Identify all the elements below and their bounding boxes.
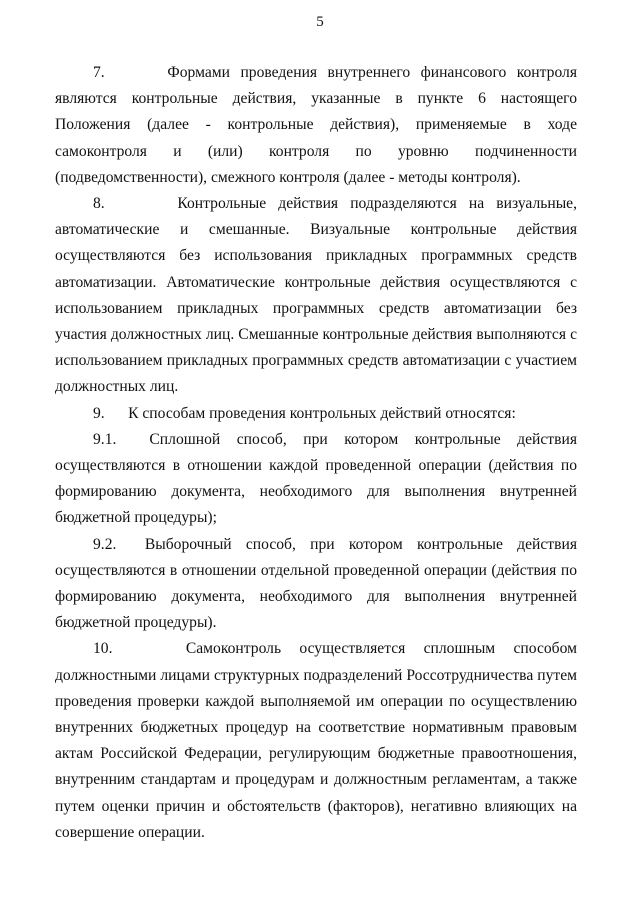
page-number: 5	[316, 14, 324, 30]
paragraph-7: 7. Формами проведения внутреннего финансового контроля являются контрольные действия, указанные в пункте 6 настоящего Положения (далее - контрольные действия), применяемые в ходе самоконтроля и (или) контроля по уровню подчиненности (подведомственности), смежного контроля (далее - методы контроля).	[55, 64, 577, 186]
paragraph-10: 10. Самоконтроль осуществляется сплошным способом должностными лицами структурных подразделений Россотрудничества путем проведения проверки каждой выполняемой им операции по осуществлению внутренних бюджетных процедур на соответствие нормативным правовым актам Российской Федерации, регулирующим бюджетные правоотношения, внутренним стандартам и процедурам и должностным регламентам, а также путем оценки причин и обстоятельств (факторов), негативно влияющих на совершение операции.	[55, 640, 577, 841]
document-body	[55, 60, 577, 846]
paragraph-9: 9. К способам проведения контрольных действий относятся:	[93, 404, 516, 422]
paragraph-9-2: 9.2. Выборочный способ, при котором контрольные действия осуществляются в отношении отдельной проведенной операции (действия по формированию документа, необходимого для выполнения внутренней бюджетной процедуры).	[55, 535, 577, 632]
paragraph-8: 8. Контрольные действия подразделяются на визуальные, автоматические и смешанные. Визуальные контрольные действия осуществляются без использования прикладных программных средств автоматизации. Автоматические контрольные действия осуществляются с использованием прикладных программных средств автоматизации без участия должностных лиц. Смешанные контрольные действия выполняются с использованием прикладных программных средств автоматизации с участием должностных лиц.	[55, 195, 577, 396]
paragraph-9-1: 9.1. Сплошной способ, при котором контрольные действия осуществляются в отношении каждой проведенной операции (действия по формированию документа, необходимого для выполнения внутренней бюджетной процедуры);	[55, 430, 577, 527]
